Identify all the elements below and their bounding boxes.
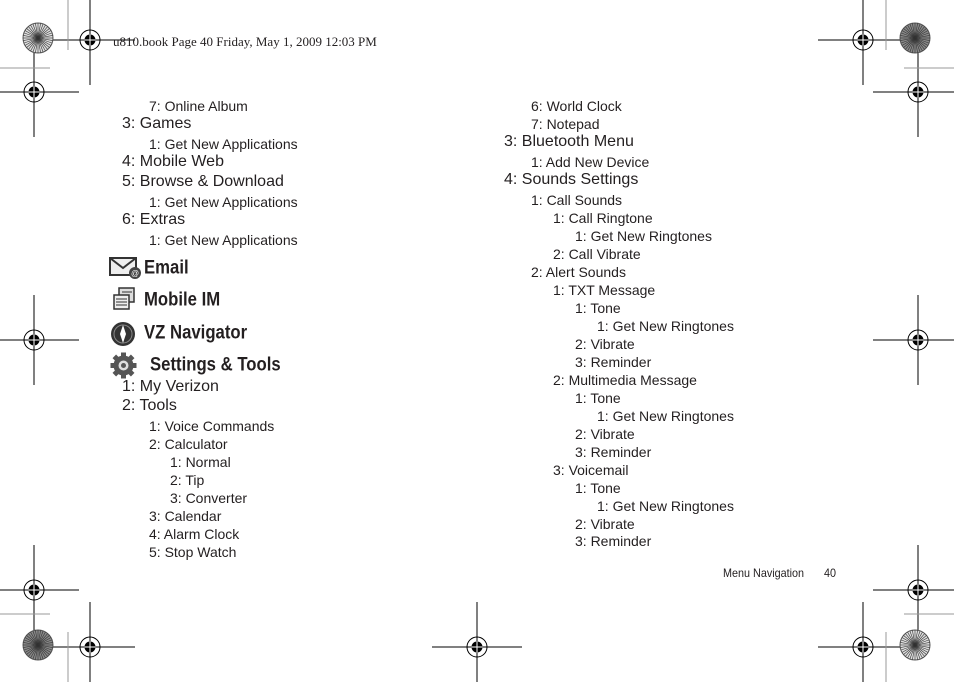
menu-item: 1: Tone (575, 390, 621, 406)
menu-item: 2: Vibrate (575, 516, 635, 532)
section-heading: Settings & Tools (150, 354, 281, 376)
menu-item: 1: Normal (170, 454, 231, 470)
menu-item: 2: Vibrate (575, 426, 635, 442)
menu-item: 2: Tools (122, 397, 177, 414)
menu-item: 2: Tip (170, 472, 205, 488)
email-icon (109, 256, 141, 280)
menu-item: 1: Call Ringtone (553, 210, 653, 226)
mobile-im-icon (112, 287, 136, 313)
menu-item: 1: Get New Ringtones (597, 408, 734, 424)
menu-item: 3: Reminder (575, 354, 652, 370)
menu-item: 4: Alarm Clock (149, 526, 240, 542)
footer-section: Menu Navigation (723, 566, 805, 580)
menu-item: 3: Bluetooth Menu (504, 133, 634, 150)
menu-item: 3: Converter (170, 490, 248, 506)
menu-item: 2: Call Vibrate (553, 246, 641, 262)
menu-item: 2: Vibrate (575, 336, 635, 352)
menu-item: 6: World Clock (531, 98, 622, 114)
menu-item: 3: Games (122, 115, 192, 132)
menu-item: 1: Tone (575, 300, 621, 316)
menu-item: 1: Get New Applications (149, 136, 298, 152)
menu-item: 7: Notepad (531, 116, 600, 132)
menu-item: 2: Multimedia Message (553, 372, 697, 388)
svg-text:@: @ (130, 269, 140, 278)
menu-item: 1: Get New Ringtones (597, 498, 734, 514)
menu-item: 5: Browse & Download (122, 173, 284, 190)
menu-item: 3: Reminder (575, 533, 652, 549)
menu-item: 7: Online Album (149, 98, 248, 114)
menu-item: 1: Tone (575, 480, 621, 496)
menu-item: 1: TXT Message (553, 282, 656, 298)
menu-item: 4: Sounds Settings (504, 171, 639, 188)
menu-item: 5: Stop Watch (149, 544, 237, 560)
menu-item: 1: Get New Applications (149, 232, 298, 248)
print-header: u810.book Page 40 Friday, May 1, 2009 12:03 PM (113, 34, 377, 49)
settings-tools-icon (110, 352, 137, 379)
menu-item: 1: Call Sounds (531, 192, 623, 208)
menu-item: 1: My Verizon (122, 378, 219, 395)
menu-item: 1: Get New Ringtones (597, 318, 734, 334)
menu-item: 4: Mobile Web (122, 153, 224, 170)
vz-navigator-icon (110, 321, 136, 347)
footer-page-number: 40 (824, 566, 837, 580)
menu-item: 1: Add New Device (531, 154, 650, 170)
menu-item: 1: Get New Ringtones (575, 228, 712, 244)
menu-item: 3: Reminder (575, 444, 652, 460)
menu-item: 3: Calendar (149, 508, 222, 524)
section-heading: Mobile IM (144, 289, 221, 311)
menu-item: 3: Voicemail (553, 462, 629, 478)
section-heading: VZ Navigator (144, 322, 248, 344)
menu-item: 2: Calculator (149, 436, 228, 452)
section-heading: Email (144, 257, 189, 279)
menu-item: 1: Get New Applications (149, 194, 298, 210)
menu-item: 2: Alert Sounds (531, 264, 626, 280)
menu-item: 1: Voice Commands (149, 418, 275, 434)
menu-item: 6: Extras (122, 211, 186, 228)
